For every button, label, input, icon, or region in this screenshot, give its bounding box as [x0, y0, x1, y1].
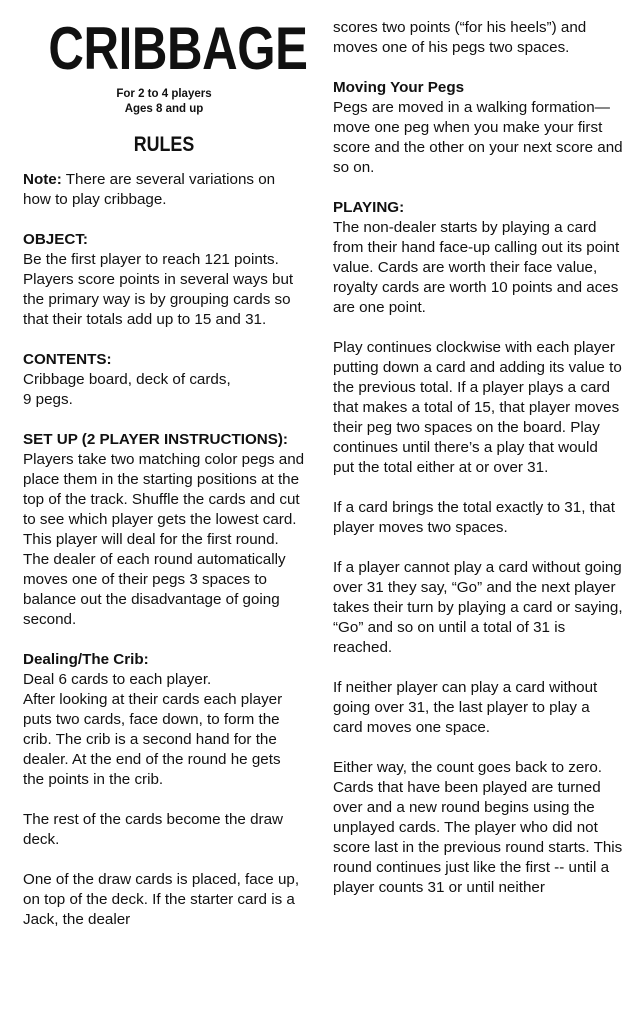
left-column — [23, 0, 308, 930]
draw-deck-text: The rest of the cards become the draw deck. — [23, 811, 284, 848]
page-title: CRIBBAGE — [48, 15, 308, 82]
contents-line-2: 9 pegs. — [23, 391, 73, 408]
object-heading: OBJECT: — [23, 231, 88, 248]
play-continues-text: Play continues clockwise with each player putting down a card and adding its value to the previous total. If a player plays a card that makes a total of 15, that player moves their peg two spaces on the board. Play continues until there’s a play that would put the total either at or over 31. — [333, 339, 622, 476]
setup-heading: SET UP (2 PLAYER INSTRUCTIONS): — [23, 431, 288, 448]
note-paragraph — [23, 170, 305, 210]
dealing-line-1: Deal 6 cards to each player. — [23, 671, 212, 688]
contents-line-1: Cribbage board, deck of cards, — [23, 371, 231, 388]
note-text: There are several variations on how to play cribbage. — [23, 171, 276, 208]
contents-heading: CONTENTS: — [23, 351, 112, 368]
moving-pegs-heading: Moving Your Pegs — [333, 79, 465, 96]
playing-text: The non-dealer starts by playing a card from their hand face-up calling out its point value. Cards are worth their face value, royalty cards are worth 10 points and aces are one point. — [333, 219, 620, 316]
dealing-heading: Dealing/The Crib: — [23, 651, 149, 668]
rules-heading: RULES — [133, 133, 195, 156]
setup-text: Players take two matching color pegs and place them in the starting positions at the top of the track. Shuffle the cards and cut to see which player gets the lowest card. This player will deal for the first round. The dealer of each round automatically moves one of their pegs 3 spaces to balance out the disadvantage of going second. — [23, 451, 305, 628]
object-text: Be the first player to reach 121 points. Players score points in several ways but the primary way is by grouping cards so that their totals add up to 15 and 31. — [23, 251, 294, 328]
dealing-text: After looking at their cards each player puts two cards, face down, to form the crib. The crib is a second hand for the dealer. At the end of the round he gets the points in the crib. — [23, 691, 283, 788]
exactly-31-text: If a card brings the total exactly to 31, that player moves two spaces. — [333, 499, 615, 536]
age-range: Ages 8 and up — [124, 103, 204, 115]
note-label: Note: — [23, 171, 62, 188]
either-way-text: Either way, the count goes back to zero. Cards that have been played are turned over and a new round begins using the unplayed cards. The player who did not score last in the previous round starts. This round continues just like the first -- until a player counts 31 or until neither — [333, 759, 623, 896]
players-count: For 2 to 4 players — [116, 88, 212, 100]
heels-text: scores two points (“for his heels”) and moves one of his pegs two spaces. — [333, 19, 587, 56]
neither-player-text: If neither player can play a card without going over 31, the last player to play a card moves one space. — [333, 679, 598, 736]
playing-heading: PLAYING: — [333, 199, 405, 216]
moving-pegs-text: Pegs are moved in a walking formation—move one peg when you make your first score and the other on your next score and so on. — [333, 99, 623, 176]
right-column — [333, 0, 623, 898]
go-rule-text: If a player cannot play a card without going over 31 they say, “Go” and the next player takes their turn by playing a card or saying, “Go” and so on until a total of 31 is reached. — [333, 559, 623, 656]
starter-card-text: One of the draw cards is placed, face up, on top of the deck. If the starter card is a Jack, the dealer — [23, 871, 300, 928]
